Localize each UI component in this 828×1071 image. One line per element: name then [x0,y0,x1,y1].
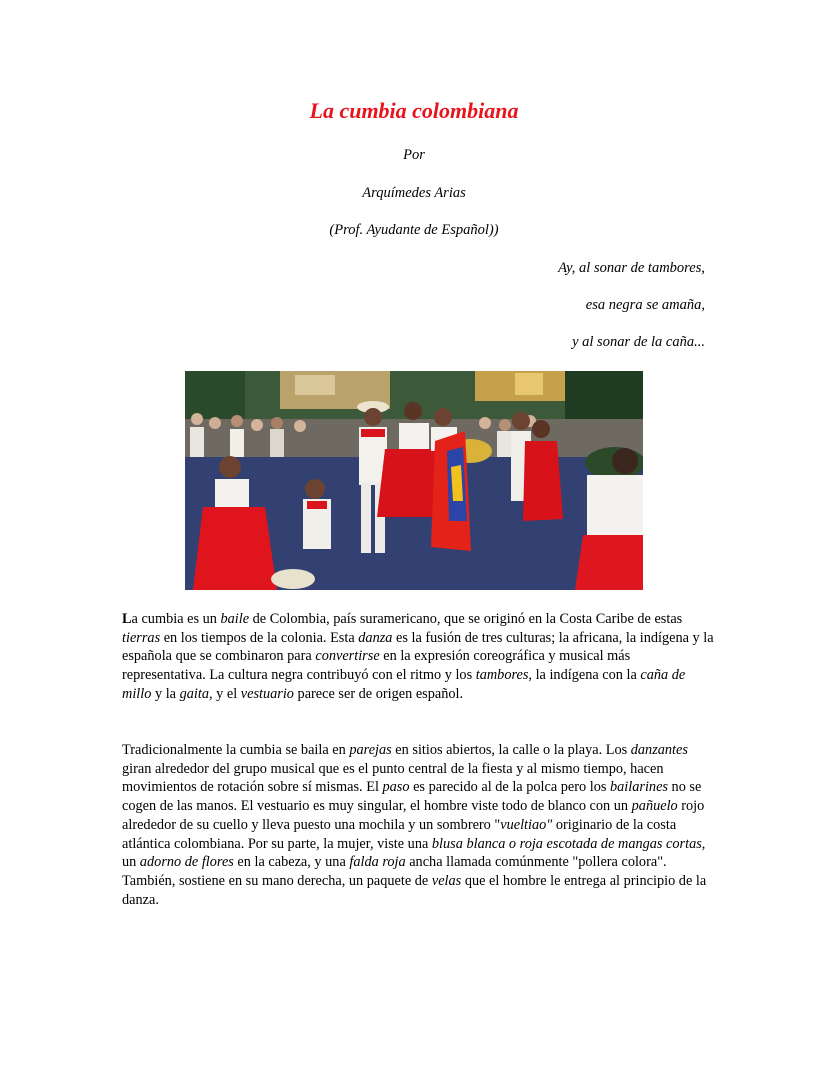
cumbia-dancers-photo [185,371,643,590]
text-run: , la indígena con la [528,667,641,684]
italic-term: pañuelo [631,798,678,815]
text-run: rojo alrededor de su cuello y lleva puesto una mochila y un sombrero " [122,798,705,833]
text-run: Tradicionalmente la cumbia se baila en [122,742,350,758]
text-run: parece ser de origen español. [293,685,464,702]
italic-term: vueltiao" [500,816,553,833]
italic-term: velas [431,872,462,889]
paragraph-2 [122,741,716,909]
text-run: ancha llamada comúnmente "pollera colora". También, sostiene en su mano derecha, un paquete de [122,854,667,889]
text-run: es la fusión de tres culturas; la africana, la indígena y la española que se combinaron para [122,629,714,665]
italic-term: danzantes [630,742,688,758]
italic-term: parejas [349,742,392,758]
text-run: que el hombre le entrega al principio de la danza. [122,872,707,908]
text-run: en los tiempos de la colonia. Esta [160,629,359,646]
italic-term: paso [382,779,410,796]
italic-term: tambores [475,667,529,684]
italic-term: vestuario [240,685,294,702]
italic-term: gaita [179,685,209,702]
text-run: en la cabeza, y una [233,854,350,871]
text-run: en sitios abiertos, la calle o la playa. Los [391,742,631,758]
italic-term: danza [358,629,393,646]
italic-term: falda roja [349,854,406,871]
text-run: giran alrededor del grupo musical que es el punto central de la fiesta y al mismo tiempo, hacen movimientos de rotación sobre sí mismas. El [122,760,664,796]
text-run: originario de la costa atlántica colombiana. Por su parte, la mujer, viste una [122,816,677,852]
text-run: a cumbia es un [131,611,221,627]
author-role: (Prof. Ayudante de Español)) [329,222,499,238]
author-name: Arquímedes Arias [362,185,466,201]
italic-term: adorno de flores [139,854,234,871]
text-run: , un [122,835,706,871]
italic-term: tierras [122,629,161,646]
text-run: no se cogen de las manos. El vestuario es muy singular, el hombre viste todo de blanco con un [122,779,702,815]
document-title: La cumbia colombiana [309,98,519,123]
text-run: de Colombia, país suramericano, que se originó en la Costa Caribe de estas [249,611,683,627]
text-run: es parecido al de la polca pero los [409,779,610,796]
text-run: , y el [208,685,241,702]
verse-line-2: esa negra se amaña, [585,297,705,313]
italic-term: caña de millo [122,667,686,702]
text-run: y la [151,685,180,702]
verse-line-3: y al sonar de la caña... [572,334,705,350]
text-run: en la expresión coreográfica y musical más representativa. La cultura negra contribuyó con el ritmo y los [122,648,631,684]
italic-term: bailarines [610,779,668,796]
italic-term: convertirse [315,648,380,665]
paragraph-1 [122,610,716,704]
byline-por: Por [403,147,425,163]
italic-term: baile [220,611,250,627]
verse-line-1: Ay, al sonar de tambores, [558,260,705,276]
drop-letter: L [122,611,132,627]
italic-term: blusa blanca o roja escotada de mangas cortas [431,835,702,852]
